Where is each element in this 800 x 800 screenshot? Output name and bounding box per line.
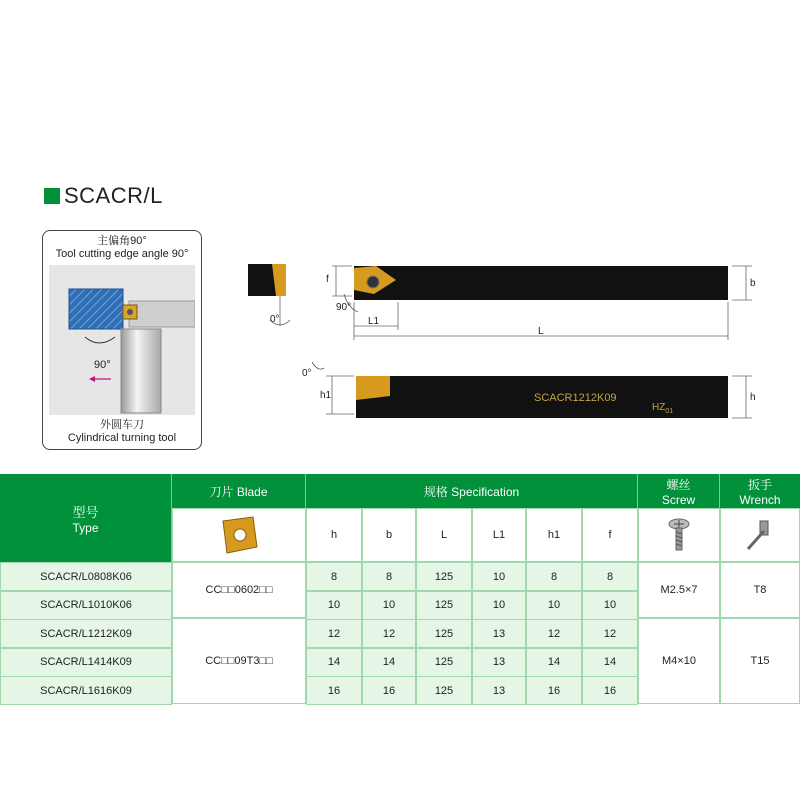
row-value: 12 [362, 619, 416, 648]
screw-group-1: M2.5×7 [638, 562, 720, 618]
row-value: 10 [472, 562, 526, 591]
col-h1: h1 [526, 508, 582, 562]
wrench-icon [742, 517, 778, 553]
turning-tool-en: Cylindrical turning tool [67, 432, 177, 444]
icon-box-bottom-label [43, 419, 201, 445]
row-type: SCACR/L1414K09 [0, 648, 172, 677]
holder-mark-text: HZ [652, 402, 666, 413]
screw-header-en: Screw [661, 492, 696, 507]
wrench-header-cn: 扳手 [747, 477, 772, 492]
holder-mark [652, 402, 673, 415]
tool-holder-drawing [240, 250, 780, 440]
cutting-angle-en: Tool cutting edge angle 90° [55, 248, 189, 260]
screw-icon [664, 517, 694, 553]
dim-b: b [750, 278, 756, 289]
blade-image [172, 508, 306, 562]
wrench-header [720, 474, 800, 508]
row-value: 14 [306, 648, 362, 677]
row-value: 13 [472, 619, 526, 648]
row-value: 125 [416, 619, 472, 648]
row-value: 16 [362, 676, 416, 705]
row-type: SCACR/L1010K06 [0, 591, 172, 620]
icon-box-top-label [43, 235, 201, 261]
holder-mark-sub: 01 [665, 408, 674, 415]
row-value: 10 [472, 591, 526, 620]
icon-angle-label: 90° [94, 359, 111, 371]
row-value: 14 [362, 648, 416, 677]
row-value: 125 [416, 676, 472, 705]
title-text: SCACR/L [64, 183, 163, 208]
spec-table [0, 474, 800, 704]
end-view-angle: 0° [270, 314, 280, 325]
row-type: SCACR/L0808K06 [0, 562, 172, 591]
row-value: 13 [472, 676, 526, 705]
spec-header: 规格 Specification [306, 474, 638, 508]
type-header-en: Type [72, 520, 99, 535]
side-view-angle: 0° [302, 368, 312, 379]
row-value: 16 [306, 676, 362, 705]
blade-group-1: CC□□0602□□ [172, 562, 306, 618]
blade-header: 刀片 Blade [172, 474, 306, 508]
screw-group-2: M4×10 [638, 618, 720, 704]
col-f: f [582, 508, 638, 562]
row-value: 125 [416, 562, 472, 591]
row-value: 12 [306, 619, 362, 648]
dim-h: h [750, 392, 756, 403]
approach-angle: 90° [336, 302, 352, 313]
col-h: h [306, 508, 362, 562]
blade-group-2: CC□□09T3□□ [172, 618, 306, 704]
screw-header-cn: 螺丝 [666, 477, 691, 492]
row-value: 8 [582, 562, 638, 591]
col-b: b [362, 508, 416, 562]
row-value: 16 [582, 676, 638, 705]
row-value: 10 [526, 591, 582, 620]
row-value: 125 [416, 591, 472, 620]
cutting-angle-box [42, 230, 202, 450]
row-value: 8 [526, 562, 582, 591]
turning-illustration [49, 265, 195, 415]
wrench-image [720, 508, 800, 562]
wrench-group-2: T15 [720, 618, 800, 704]
row-value: 10 [362, 591, 416, 620]
row-value: 125 [416, 648, 472, 677]
row-value: 8 [362, 562, 416, 591]
row-value: 10 [582, 591, 638, 620]
screw-header [638, 474, 720, 508]
page-title [44, 183, 163, 209]
dim-f: f [326, 274, 329, 285]
turning-diagram-icon [49, 265, 195, 415]
dim-l: L [538, 326, 544, 337]
row-value: 12 [526, 619, 582, 648]
row-type: SCACR/L1212K09 [0, 619, 172, 648]
row-value: 8 [306, 562, 362, 591]
row-value: 10 [306, 591, 362, 620]
type-header-cn: 型号 [72, 504, 99, 520]
row-value: 12 [582, 619, 638, 648]
row-value: 16 [526, 676, 582, 705]
turning-tool-cn: 外圆车刀 [100, 419, 144, 431]
top-view-shank [354, 266, 728, 300]
row-type: SCACR/L1616K09 [0, 676, 172, 705]
type-header [0, 474, 172, 562]
row-value: 14 [526, 648, 582, 677]
row-value: 14 [582, 648, 638, 677]
dim-l1: L1 [368, 316, 380, 327]
row-value: 13 [472, 648, 526, 677]
technical-drawing [240, 250, 780, 445]
title-marker [44, 188, 60, 204]
screw-image [638, 508, 720, 562]
wrench-header-en: Wrench [739, 492, 781, 507]
cutting-angle-cn: 主偏角90° [97, 235, 147, 247]
dim-h1: h1 [320, 390, 332, 401]
side-view-insert [356, 376, 390, 400]
col-l1: L1 [472, 508, 526, 562]
wrench-group-1: T8 [720, 562, 800, 618]
insert-icon [217, 513, 261, 557]
holder-engraving: SCACR1212K09 [534, 392, 617, 404]
col-l: L [416, 508, 472, 562]
